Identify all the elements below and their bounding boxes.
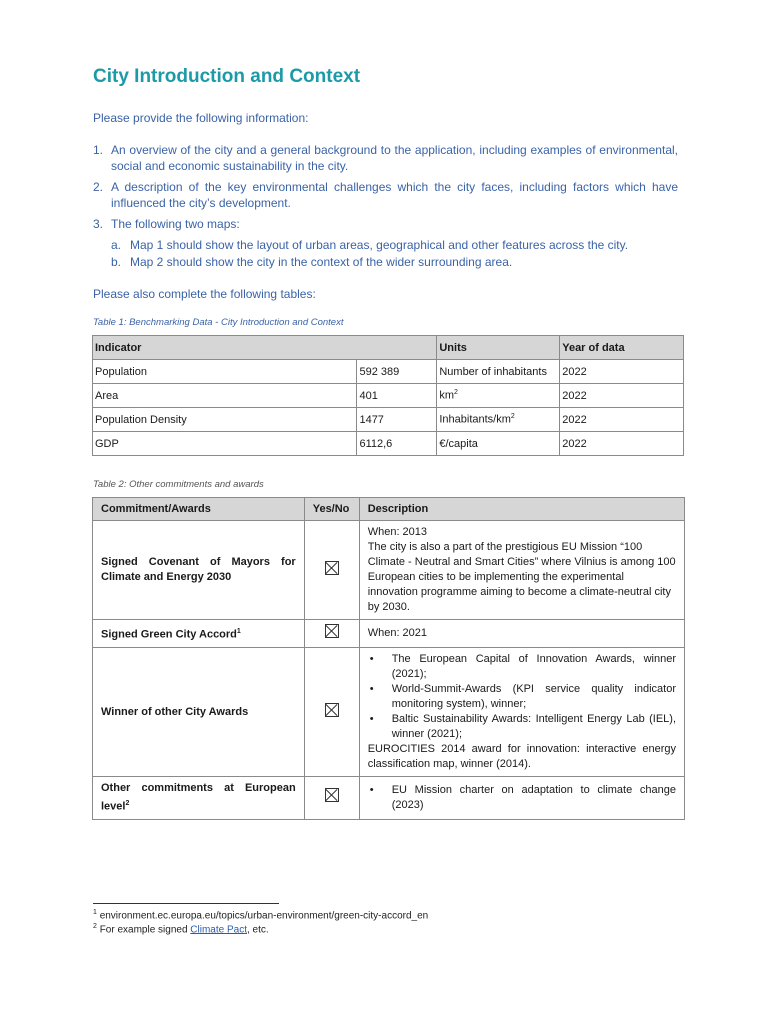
commitment-item-text: EU Mission charter on adaptation to climate change (2023)	[391, 783, 676, 811]
bullet-icon: •	[369, 653, 374, 665]
sub-list-item	[111, 254, 678, 270]
bullet-icon: •	[369, 683, 374, 695]
value-cell: 6112,6	[357, 432, 437, 456]
table-row	[93, 408, 684, 432]
list-item	[368, 783, 676, 813]
footnote-number: 2	[93, 923, 97, 930]
unit-superscript: 2	[454, 389, 458, 397]
commitments-table	[92, 497, 685, 820]
footnote-1	[93, 909, 428, 921]
header-yes-no: Yes/No	[304, 498, 359, 521]
awards-list	[368, 652, 676, 742]
commitment-cell	[93, 620, 305, 648]
description-cell	[359, 777, 684, 820]
header-description: Description	[359, 498, 684, 521]
unit-text: Inhabitants/km	[439, 413, 511, 426]
table-header-row	[93, 336, 684, 360]
list-text: A description of the key environmental challenges which the city faces, including factors which have influenced the city’s development.	[111, 180, 678, 210]
table2-caption: Table 2: Other commitments and awards	[93, 479, 264, 490]
year-cell: 2022	[560, 384, 684, 408]
sub-list-text: Map 2 should show the city in the context of the wider surrounding area.	[130, 255, 513, 269]
when-text: When: 2013	[367, 526, 428, 538]
header-units: Units	[437, 336, 560, 360]
header-year: Year of data	[560, 336, 684, 360]
tables-instruction: Please also complete the following tables:	[93, 287, 316, 301]
commitment-cell: Signed Covenant of Mayors for Climate and Energy 2030	[93, 521, 305, 620]
list-item	[93, 142, 678, 174]
list-number: 2.	[93, 180, 104, 194]
description-text: EUROCITIES 2014 award for innovation: interactive energy classification map, winner (2014).	[367, 743, 676, 770]
value-cell: 592 389	[357, 360, 437, 384]
yes-no-cell	[304, 648, 359, 777]
indicator-cell: Population	[93, 360, 357, 384]
yes-no-cell	[304, 620, 359, 648]
intro-text: Please provide the following information:	[93, 111, 309, 125]
instructions-list	[93, 142, 678, 271]
list-number: 3.	[93, 217, 104, 231]
commitment-cell: Winner of other City Awards	[93, 648, 305, 777]
indicator-cell: Population Density	[93, 408, 357, 432]
value-cell: 401	[357, 384, 437, 408]
table-row	[93, 620, 685, 648]
year-cell: 2022	[560, 408, 684, 432]
header-indicator: Indicator	[93, 336, 437, 360]
table1-caption: Table 1: Benchmarking Data - City Introduction and Context	[93, 317, 344, 328]
footnote-number: 1	[93, 909, 97, 916]
footnote-text: For example signed	[99, 924, 188, 936]
list-item	[368, 712, 676, 742]
table-row	[93, 384, 684, 408]
yes-no-cell	[304, 521, 359, 620]
unit-cell: €/capita	[437, 432, 560, 456]
checked-box-icon[interactable]	[325, 788, 339, 802]
value-cell: 1477	[357, 408, 437, 432]
sub-list-letter: b.	[111, 255, 122, 269]
description-text: The city is also a part of the prestigious EU Mission “100 Climate - Neutral and Smart Cities” where Vilnius is among 100 European cities to be implementing the experimental innovation programme aiming to become a climate-neutral city by 2030.	[367, 541, 676, 613]
commitment-text: Signed Green City Accord	[101, 628, 237, 641]
footnote-divider	[93, 903, 279, 904]
description-cell	[359, 648, 684, 777]
checked-box-icon[interactable]	[325, 703, 339, 717]
climate-pact-link[interactable]: Climate Pact	[190, 924, 247, 936]
indicator-cell: Area	[93, 384, 357, 408]
table-row	[93, 360, 684, 384]
award-text: World-Summit-Awards (KPI service quality indicator monitoring system), winner;	[391, 683, 676, 710]
list-text: The following two maps:	[111, 217, 240, 231]
year-cell: 2022	[560, 360, 684, 384]
checked-box-icon[interactable]	[325, 561, 339, 575]
table-row	[93, 777, 685, 820]
bullet-icon: •	[369, 713, 374, 725]
unit-cell: Number of inhabitants	[437, 360, 560, 384]
sub-list-item	[111, 237, 678, 253]
unit-superscript: 2	[510, 413, 515, 421]
footnote-2	[93, 923, 269, 935]
table-row	[93, 521, 685, 620]
sub-list-letter: a.	[111, 238, 122, 252]
commitment-text: Other commitments at European level	[101, 782, 296, 813]
list-item	[368, 652, 676, 682]
unit-text: km	[439, 389, 455, 402]
page-title: City Introduction and Context	[93, 66, 361, 87]
table-header-row	[93, 498, 685, 521]
footnote-text: environment.ec.europa.eu/topics/urban-environment/green-city-accord_en	[99, 910, 429, 922]
footnote-ref: 1	[236, 628, 241, 636]
unit-cell	[437, 408, 560, 432]
description-cell: When: 2021	[359, 620, 684, 648]
award-text: The European Capital of Innovation Awards, winner (2021);	[391, 653, 676, 680]
header-commitment: Commitment/Awards	[93, 498, 305, 521]
table-row	[93, 648, 685, 777]
list-item	[368, 682, 676, 712]
year-cell: 2022	[560, 432, 684, 456]
description-cell	[359, 521, 684, 620]
bullet-icon: •	[369, 783, 374, 796]
footnote-suffix: , etc.	[246, 924, 269, 936]
commitments-list	[368, 783, 676, 813]
sub-list-text: Map 1 should show the layout of urban areas, geographical and other features across the city.	[130, 238, 629, 252]
indicator-cell: GDP	[93, 432, 357, 456]
benchmarking-table	[92, 335, 684, 456]
list-item	[93, 216, 678, 232]
list-item	[93, 179, 678, 211]
list-text: An overview of the city and a general background to the application, including examples of environmental, social and economic sustainability in the city.	[111, 143, 678, 173]
checked-box-icon[interactable]	[325, 624, 339, 638]
list-number: 1.	[93, 143, 104, 157]
table-row	[93, 432, 684, 456]
commitment-cell	[93, 777, 305, 820]
award-text: Baltic Sustainability Awards: Intelligent Energy Lab (IEL), winner (2021);	[391, 713, 676, 740]
yes-no-cell	[304, 777, 359, 820]
unit-cell	[437, 384, 560, 408]
footnote-ref: 2	[125, 800, 130, 807]
